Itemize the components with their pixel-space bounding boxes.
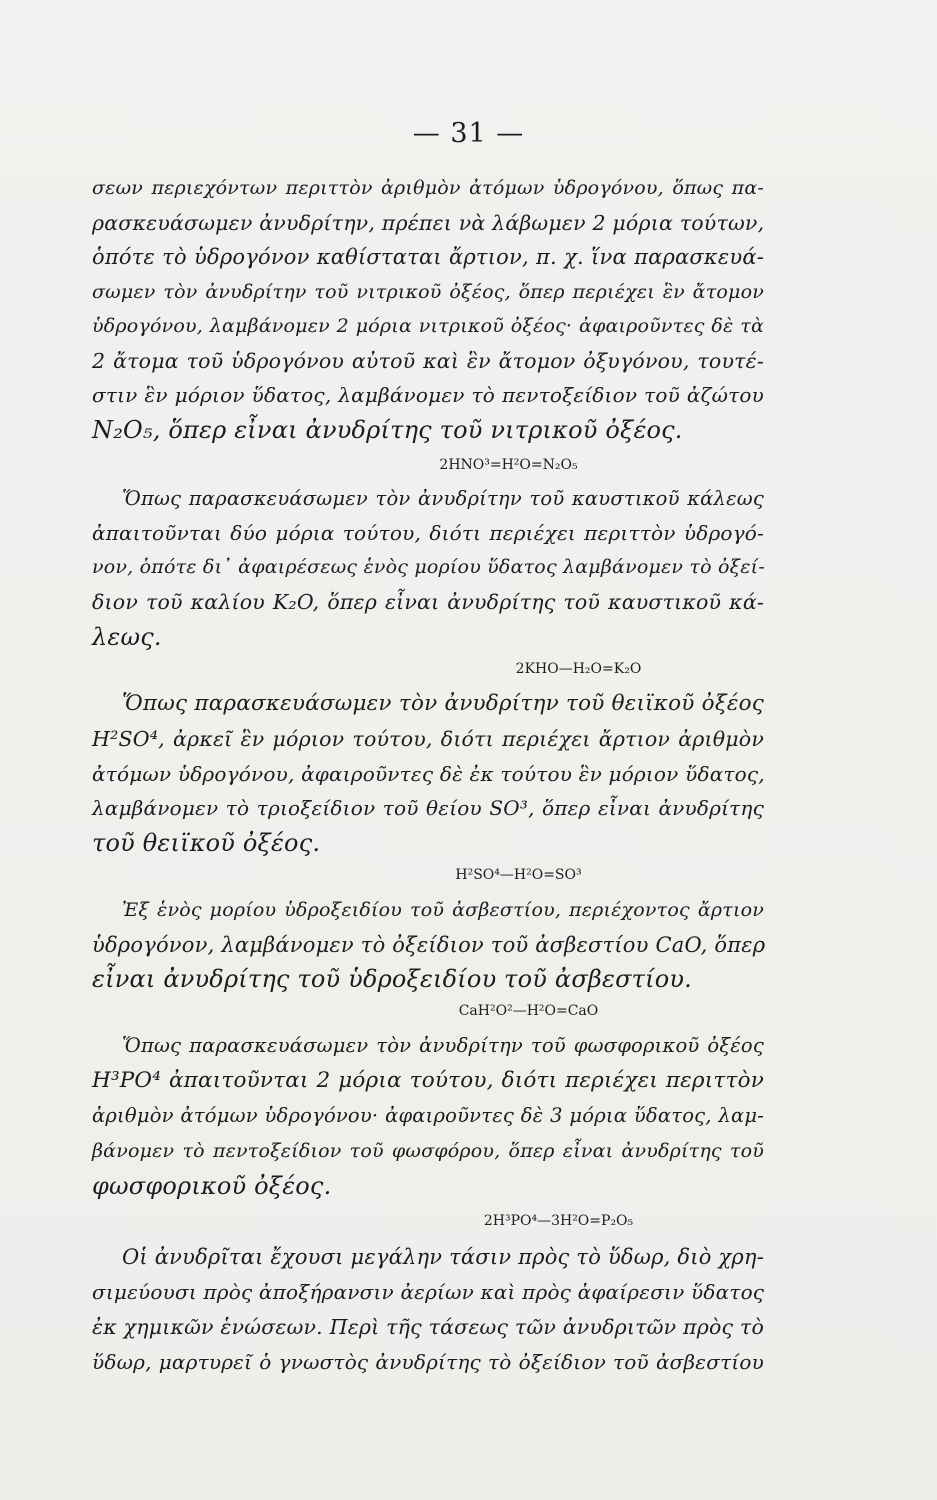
- text-line: Ὅπως παρασκευάσωμεν τὸν ἀνυδρίτην τοῦ θειϊκοῦ ὀξέος: [122, 691, 764, 716]
- page-number: — 31 —: [412, 118, 525, 149]
- text-line: ὁπότε τὸ ὑδρογόνον καθίσταται ἄρτιον, π. χ. ἵνα παρασκευά-: [92, 245, 764, 269]
- text-line: Οἱ ἀνυδρῖται ἔχουσι μεγάλην τάσιν πρὸς τὸ ὕδωρ, διὸ χρη-: [122, 1245, 764, 1269]
- text-line: ἀπαιτοῦνται δύο μόρια τούτου, διότι περιέχει περιττὸν ὑδρογό-: [92, 521, 764, 545]
- text-line: στιν ἓν μόριον ὕδατος, λαμβάνομεν τὸ πεντοξείδιον τοῦ ἀζώτου: [92, 383, 764, 407]
- chemical-equation: 2H³PO⁴—3H²O=P₂O₅: [483, 1213, 634, 1229]
- chemical-equation: 2HNO³=H²O=N₂O₅: [439, 457, 578, 473]
- text-line: λαμβάνομεν τὸ τριοξείδιον τοῦ θείου SO³, ὅπερ εἶναι ἀνυδρίτης: [92, 796, 764, 820]
- chemical-equation: 2KHO—H₂O=K₂O: [515, 661, 642, 677]
- text-line: ὕδωρ, μαρτυρεῖ ὁ γνωστὸς ἀνυδρίτης τὸ ὀξείδιον τοῦ ἀσβεστίου: [92, 1350, 764, 1374]
- text-line: N₂O₅, ὅπερ εἶναι ἀνυδρίτης τοῦ νιτρικοῦ ὀξέος.: [92, 416, 683, 444]
- text-line: ἀριθμὸν ἀτόμων ὑδρογόνου· ἀφαιροῦντες δὲ 3 μόρια ὕδατος, λαμ-: [92, 1104, 764, 1127]
- text-line: νον, ὁπότε δι᾽ ἀφαιρέσεως ἑνὸς μορίου ὕδατος λαμβάνομεν τὸ ὀξεί-: [92, 556, 765, 578]
- text-line: βάνομεν τὸ πεντοξείδιον τοῦ φωσφόρου, ὅπερ εἶναι ἀνυδρίτης τοῦ: [92, 1140, 764, 1162]
- text-line: ἀτόμων ὑδρογόνου, ἀφαιροῦντες δὲ ἐκ τούτου ἓν μόριον ὕδατος,: [92, 762, 765, 786]
- chemical-equation: CaH²O²—H²O=CaO: [458, 1003, 599, 1019]
- text-line: H²SO⁴, ἀρκεῖ ἓν μόριον τούτου, διότι περιέχει ἄρτιον ἀριθμὸν: [92, 727, 764, 751]
- text-line: σιμεύουσι πρὸς ἀποξήρανσιν ἀερίων καὶ πρὸς ἀφαίρεσιν ὕδατος: [92, 1280, 765, 1304]
- chemical-equation: H²SO⁴—H²O=SO³: [455, 867, 582, 883]
- text-line: Ἐξ ἑνὸς μορίου ὑδροξειδίου τοῦ ἀσβεστίου, περιέχοντος ἄρτιον: [122, 899, 764, 921]
- text-line: τοῦ θειϊκοῦ ὀξέος.: [92, 829, 321, 857]
- text-line: σωμεν τὸν ἀνυδρίτην τοῦ νιτρικοῦ ὀξέος, ὅπερ περιέχει ἓν ἄτομον: [92, 281, 764, 303]
- text-line: διον τοῦ καλίου K₂O, ὅπερ εἶναι ἀνυδρίτης τοῦ καυστικοῦ κά-: [92, 590, 764, 614]
- text-line: Ὅπως παρασκευάσωμεν τὸν ἀνυδρίτην τοῦ καυστικοῦ κάλεως: [122, 487, 764, 510]
- text-line: σεων περιεχόντων περιττὸν ἀριθμὸν ἀτόμων ὑδρογόνου, ὅπως πα-: [92, 177, 764, 199]
- text-line: Ὅπως παρασκευάσωμεν τὸν ἀνυδρίτην τοῦ φωσφορικοῦ ὀξέος: [122, 1034, 764, 1057]
- text-line: ὑδρογόνον, λαμβάνομεν τὸ ὀξείδιον τοῦ ἀσβεστίου CaO, ὅπερ: [92, 933, 766, 957]
- text-line: ἐκ χημικῶν ἑνώσεων. Περὶ τῆς τάσεως τῶν ἀνυδριτῶν πρὸς τὸ: [92, 1315, 764, 1339]
- text-line: λεως.: [92, 623, 162, 651]
- text-line: εἶναι ἀνυδρίτης τοῦ ὑδροξειδίου τοῦ ἀσβεστίου.: [92, 965, 693, 993]
- text-line: ὑδρογόνου, λαμβάνομεν 2 μόρια νιτρικοῦ ὀξέος· ἀφαιροῦντες δὲ τὰ: [92, 315, 764, 337]
- text-line: φωσφορικοῦ ὀξέος.: [92, 1172, 332, 1200]
- text-line: 2 ἄτομα τοῦ ὑδρογόνου αὐτοῦ καὶ ἓν ἄτομον ὀξυγόνου, τουτέ-: [92, 349, 764, 373]
- text-line: H³PO⁴ ἀπαιτοῦνται 2 μόρια τούτου, διότι περιέχει περιττὸν: [92, 1068, 764, 1093]
- text-line: ρασκευάσωμεν ἀνυδρίτην, πρέπει νὰ λάβωμεν 2 μόρια τούτων,: [92, 211, 765, 235]
